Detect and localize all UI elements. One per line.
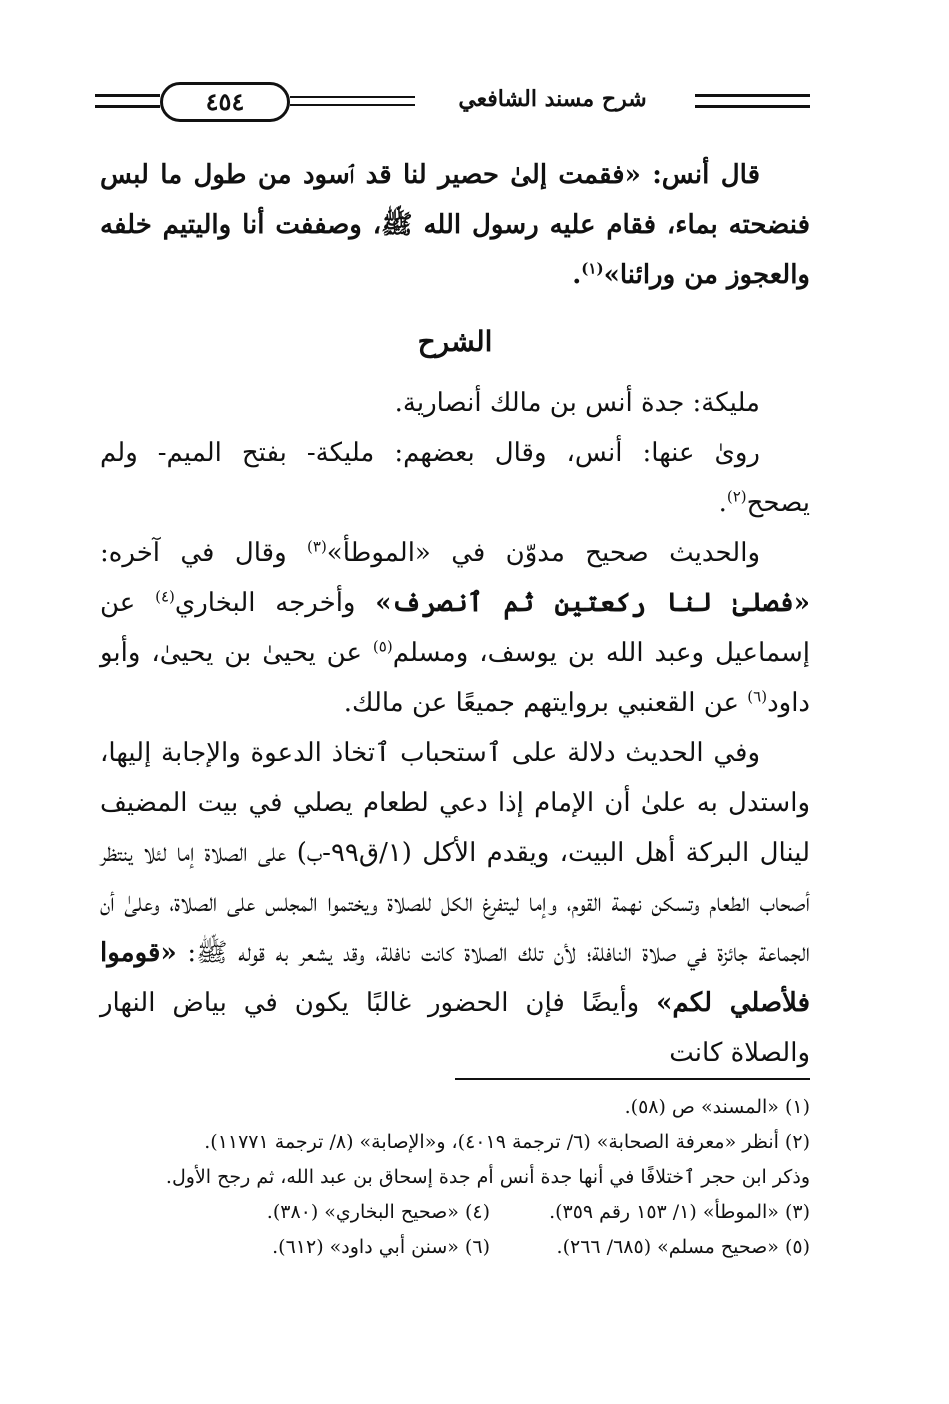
footnote: (٣) «الموطأ» (١/ ١٥٣ رقم ٣٥٩).	[549, 1201, 810, 1223]
footnote-continuation: وذكر ابن حجر ٱختلافًا في أنها جدة أنس أم جدة إسحاق بن عبد الله، ثم رجح الأول.	[165, 1166, 810, 1188]
footnote-ref: (٤)	[155, 587, 175, 606]
paragraph-text: وقال في آخره:	[100, 538, 308, 568]
footnote: (١) «المسند» ص (٥٨).	[624, 1096, 810, 1118]
footnote-ref: (٥)	[372, 637, 393, 656]
footnote-row	[100, 1230, 810, 1265]
running-title: شرح مسند الشافعي	[458, 86, 647, 112]
footnote: (٦) «سنن أبي داود» (٦١٢).	[272, 1236, 490, 1258]
header-rule-middle	[290, 96, 415, 106]
footnote-ref: (٢)	[726, 487, 747, 506]
hadith-end: .	[572, 260, 582, 290]
section-heading: الشرح	[417, 325, 493, 358]
header-rule-left	[95, 94, 160, 108]
footnote-ref: (٦)	[747, 687, 768, 706]
commentary	[100, 378, 810, 1078]
footnote: (٤) «صحيح البخاري» (٣٨٠).	[266, 1201, 490, 1223]
paragraph: مليكة: جدة أنس بن مالك أنصارية.	[394, 388, 760, 418]
paragraph-text: روىٰ عنها: أنس، وقال بعضهم: مليكة- بفتح الميم- ولم يصحح	[100, 438, 810, 518]
quoted-hadith: «قوموا فلأصلي لكم»	[100, 938, 811, 1018]
quoted-hadith: «فصلىٰ لنا ركعتين ثم ٱنصرف»	[375, 588, 810, 618]
paragraph-text: عن يحيىٰ بن يحيىٰ، وأبو داود	[100, 638, 810, 718]
paragraph	[100, 528, 810, 728]
footnote-ref: (٣)	[307, 537, 327, 556]
header-rule-right	[695, 94, 810, 108]
footnote: (٢) أنظر «معرفة الصحابة» (٦/ ترجمة ٤٠١٩)، و«الإصابة» (٨/ ترجمة ١١٧٧١).	[204, 1131, 810, 1153]
paragraph-text: عن إسماعيل وعبد الله بن يوسف، ومسلم	[100, 588, 810, 668]
footnote-row	[100, 1195, 810, 1230]
paragraph-text: وفي الحديث دلالة على ٱستحباب ٱتخاذ الدعوة والإجابة إليها، واستدل به علىٰ أن الإمام إذا دعي لطعام يصلي في بيت المضيف لينال البركة أهل البيت، ويقدم الأكل (١/ق٩٩-ب) على الصلاة إما لئلا ينتظر أصحاب الطعام وتسكن نهمة القوم، وإما ليتفرغ الكل للصلاة ويختموا المجلس على الصلاة، وعلىٰ أن الجماعة جائزة في صلاة النافلة؛ لأن تلك الصلاة كانت نافلة، وقد يشعر به قوله ﷺ:	[100, 738, 810, 968]
hadith-text	[100, 150, 810, 300]
footnote-separator	[455, 1078, 810, 1080]
paragraph-text: عن القعنبي بروايتهم جميعًا عن مالك.	[343, 688, 748, 718]
hadith-block	[100, 150, 810, 300]
paragraph-text: والحديث صحيح مدوّن في «الموطأ»	[326, 538, 760, 568]
paragraph: روىٰ عنها: أنس، وقال بعضهم: مليكة- بفتح الميم- ولم يصحح$^{(٢)}$.	[100, 438, 810, 518]
page-header	[95, 82, 810, 126]
footnotes	[100, 1090, 810, 1265]
page-number: ٤٥٤	[160, 82, 290, 122]
paragraph-text: وأخرجه البخاري	[174, 588, 376, 618]
paragraph	[100, 728, 810, 1078]
footnote: (٥) «صحيح مسلم» (٦٨٥/ ٢٦٦).	[556, 1236, 810, 1258]
paragraph-text: وأيضًا فإن الحضور غالبًا يكون في بياض النهار والصلاة كانت	[100, 988, 810, 1068]
footnote-ref: (١)	[581, 259, 604, 278]
hadith-body: قال أنس: «فقمت إلىٰ حصير لنا قد ٱسود من طول ما لبس فنضحته بماء، فقام عليه رسول الله ﷺ، وصففت أنا واليتيم خلفه والعجوز من ورائنا»	[100, 160, 810, 290]
